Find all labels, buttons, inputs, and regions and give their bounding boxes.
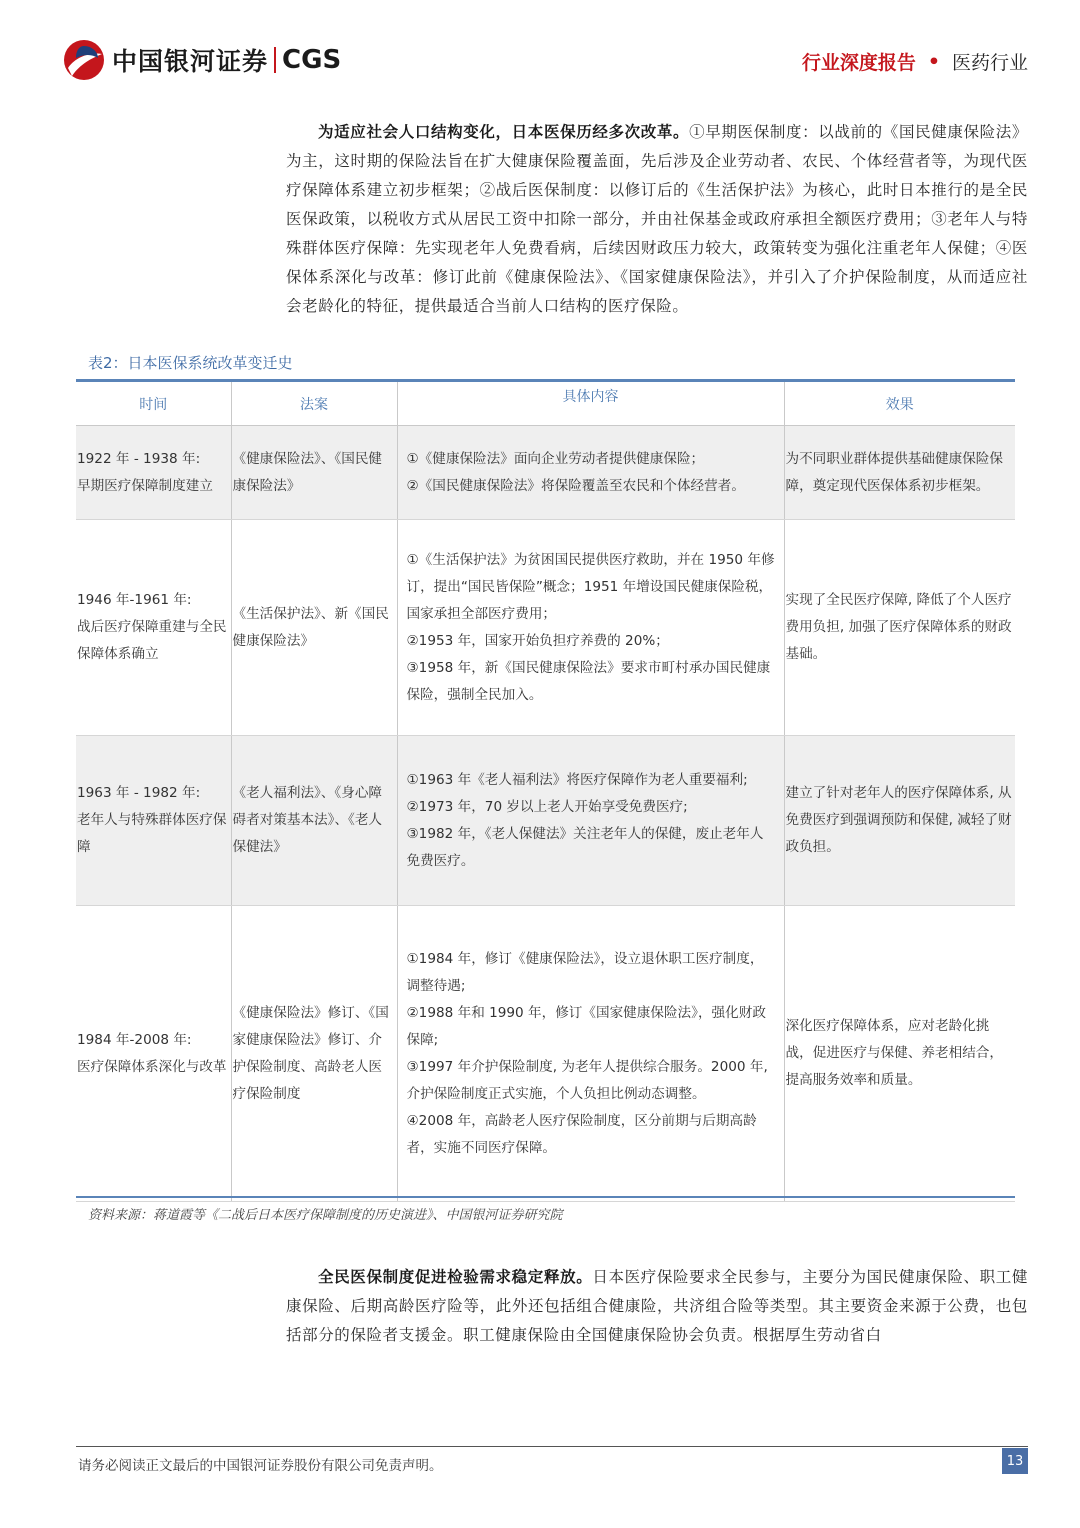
closing-paragraph [286, 1262, 1028, 1350]
cell-effect: 为不同职业群体提供基础健康保险保障，奠定现代医保体系初步框架。 [784, 426, 1015, 520]
logo-chinese-name: 中国银河证券 [112, 47, 269, 76]
table-row [76, 520, 1015, 736]
report-tag [802, 48, 1028, 75]
cell-law: 《生活保护法》、新《国民健康保险法》 [231, 520, 397, 736]
header-time: 时间 [76, 382, 231, 426]
table-caption: 表2：日本医保系统改革变迁史 [88, 354, 293, 372]
table-bottom-rule [76, 1196, 1015, 1198]
cell-time: 1922 年 - 1938 年: 早期医疗保障制度建立 [76, 426, 231, 520]
cell-effect: 建立了针对老年人的医疗保障体系, 从免费医疗到强调预防和保健, 减轻了财政负担。 [784, 736, 1015, 906]
header-effect: 效果 [784, 382, 1015, 426]
cell-law: 《健康保险法》修订、《国家健康保险法》修订、介护保险制度、高龄老人医疗保险制度 [231, 906, 397, 1202]
closing-text: 日本医疗保险要求全民参与，主要分为国民健康保险、职工健康保险、后期高龄医疗险等，此外还包括组合健康险，共济组合险等类型。其主要资金来源于公费，也包括部分的保险者支援金。职工健康保险由全国健康保险协会负责。根据厚生劳动省白 [286, 1268, 1029, 1344]
page-number: 13 [1002, 1448, 1028, 1474]
report-type: 行业深度报告 [801, 52, 916, 74]
cell-content: ①《生活保护法》为贫困国民提供医疗救助，并在 1950 年修订，提出“国民皆保险”概念；1951 年增设国民健康保险税，国家承担全部医疗费用； ②1953 年，国家开始负担疗养费的 20%； ③1958 年，新《国民健康保险法》要求市町村承办国民健康保险，强制全民加入。 [397, 520, 784, 736]
table-row [76, 736, 1015, 906]
closing-lead: 全民医保制度促进检验需求稳定释放。 [318, 1267, 593, 1286]
table-row [76, 426, 1015, 520]
company-logo [62, 38, 362, 82]
cell-content: ①1984 年，修订《健康保险法》，设立退休职工医疗制度，调整待遇; ②1988 年和 1990 年，修订《国家健康保险法》，强化财政保障; ③1997 年介护保险制度, 为老年人提供综合服务。2000 年, 介护保险制度正式实施，个人负担比例动态调整。 ④2008 年，高龄老人医疗保险制度，区分前期与后期高龄者，实施不同医疗保障。 [397, 906, 784, 1202]
intro-text: ①早期医保制度：以战前的《国民健康保险法》为主，这时期的保险法旨在扩大健康保险覆盖面，先后涉及企业劳动者、农民、个体经营者等，为现代医疗保障体系建立初步框架；②战后医保制度：以修订后的《生活保护法》为核心，此时日本推行的是全民医保政策，以税收方式从居民工资中扣除一部分，并由社保基金或政府承担全额医疗费用；③老年人与特殊群体医疗保障：先实现老年人免费看病，后续因财政压力较大，政策转变为强化注重老年人保健；④医保体系深化与改革：修订此前《健康保险法》、《国家健康保险法》，并引入了介护保险制度，从而适应社会老龄化的特征，提供最适合当前人口结构的医疗保险。 [286, 123, 1028, 315]
cell-law: 《健康保险法》、《国民健康保险法》 [231, 426, 397, 520]
cell-effect: 深化医疗保障体系，应对老龄化挑战，促进医疗与保健、养老相结合，提高服务效率和质量。 [784, 906, 1015, 1202]
cell-content: ①《健康保险法》面向企业劳动者提供健康保险； ②《国民健康保险法》将保险覆盖至农民和个体经营者。 [397, 426, 784, 520]
cell-effect: 实现了全民医疗保障, 降低了个人医疗费用负担, 加强了医疗保障体系的财政基础。 [784, 520, 1015, 736]
cell-time: 1963 年 - 1982 年: 老年人与特殊群体医疗保障 [76, 736, 231, 906]
intro-paragraph [286, 117, 1028, 321]
header-dot: • [927, 50, 940, 73]
header-content: 具体内容 [397, 382, 784, 426]
industry-label: 医药行业 [951, 52, 1028, 74]
table-source: 资料来源：蒋道霞等《二战后日本医疗保障制度的历史演进》、中国银河证券研究院 [88, 1208, 563, 1223]
page-header [0, 0, 1080, 100]
galaxy-logo-icon [62, 38, 106, 82]
cell-law: 《老人福利法》、《身心障碍者对策基本法》、《老人保健法》 [231, 736, 397, 906]
logo-separator [274, 47, 276, 73]
intro-lead: 为适应社会人口结构变化，日本医保历经多次改革。 [318, 122, 690, 141]
logo-english-name: CGS [282, 45, 342, 75]
table-row [76, 906, 1015, 1202]
table-header-row [76, 382, 1015, 426]
header-law: 法案 [231, 382, 397, 426]
footer-disclaimer: 请务必阅读正文最后的中国银河证券股份有限公司免责声明。 [78, 1458, 443, 1474]
footer-rule [76, 1446, 1028, 1447]
cell-content: ①1963 年《老人福利法》将医疗保障作为老人重要福利; ②1973 年，70 岁以上老人开始享受免费医疗; ③1982 年，《老人保健法》关注老年人的保健，废止老年人免费医疗。 [397, 736, 784, 906]
cell-time: 1984 年-2008 年: 医疗保障体系深化与改革 [76, 906, 231, 1202]
reform-history-table [76, 382, 1015, 1202]
cell-time: 1946 年-1961 年: 战后医疗保障重建与全民保障体系确立 [76, 520, 231, 736]
